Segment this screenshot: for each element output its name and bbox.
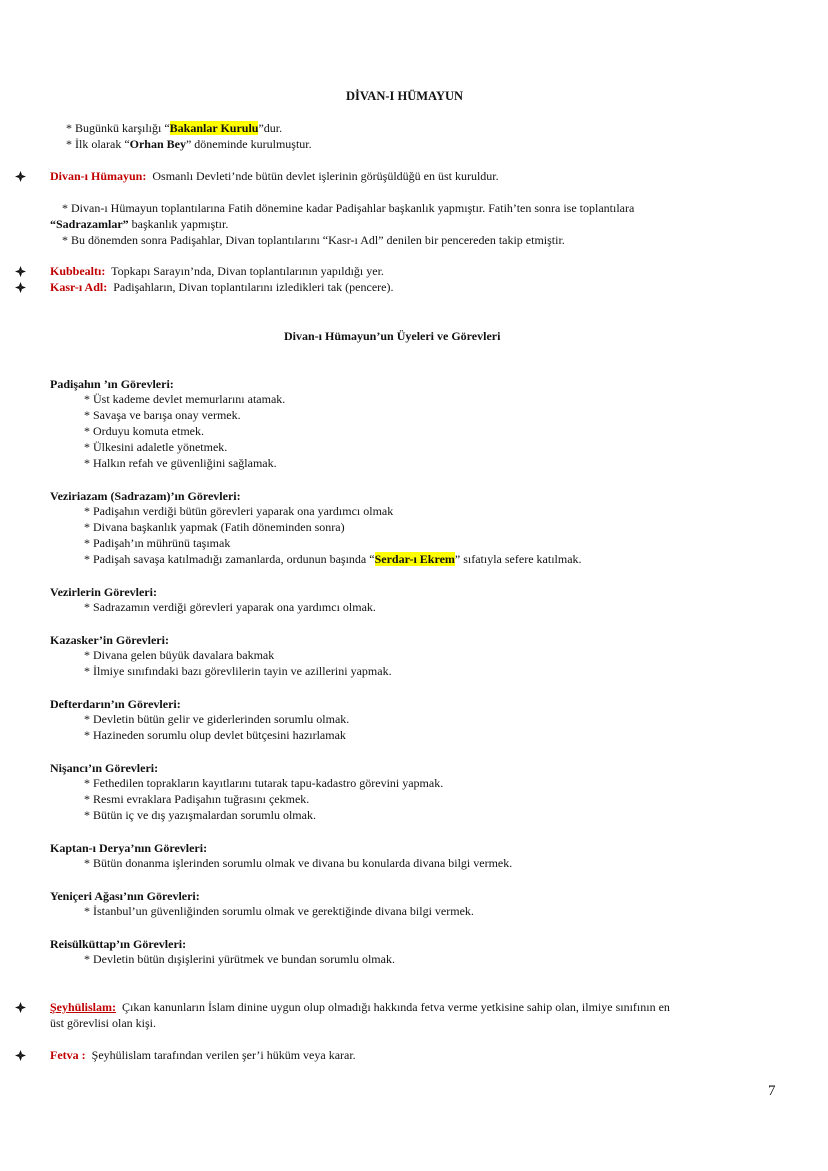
bullet-diamond-icon [15,1002,26,1013]
list-item: * Divana gelen büyük davalara bakmak [84,648,275,662]
definition-kasr-i-adl-text: Padişahların, Divan toplantılarını izledikleri tak (pencere). [113,280,394,294]
paragraph-line-2-post: başkanlık yapmıştır. [128,217,229,231]
definition-kasr-i-adl [50,280,393,295]
definition-kasr-i-adl-term: Kasr-ı Adl: [50,280,108,294]
definition-kubbealti-term: Kubbealtı: [50,264,106,278]
definition-divan-term: Divan-ı Hümayun: [50,169,147,183]
group-heading-kazasker: Kazasker’in Görevleri: [50,633,169,647]
bullet-diamond-icon [15,266,26,277]
page-number: 7 [768,1083,776,1099]
definition-fetva [50,1048,356,1063]
definition-kubbealti [50,264,384,279]
intro-line-1 [66,121,282,136]
list-item: * Bütün iç ve dış yazışmalardan sorumlu olmak. [84,808,316,822]
group-heading-veziriazam: Veziriazam (Sadrazam)’ın Görevleri: [50,489,241,503]
bullet-diamond-icon [15,171,26,182]
section-title: Divan-ı Hümayun’un Üyeleri ve Görevleri [284,329,501,343]
group-heading-yeniceri: Yeniçeri Ağası’nın Görevleri: [50,889,200,903]
intro-line-1-pre: * Bugünkü karşılığı “ [66,121,170,135]
serdar-line-pre: * Padişah savaşa katılmadığı zamanlarda, ordunun başında “ [84,552,375,566]
definition-seyhulislam-text-1: Çıkan kanunların İslam dinine uygun olup olmadığı hakkında fetva verme yetkisine sahip olan, ilmiye sınıfının en [122,1000,670,1014]
bakanlar-kurulu-highlight: Bakanlar Kurulu [169,121,259,135]
definition-seyhulislam [50,1000,670,1015]
list-item: * Resmi evraklara Padişahın tuğrasını çekmek. [84,792,310,806]
definition-divan-text: Osmanlı Devleti’nde bütün devlet işlerinin görüşüldüğü en üst kuruldur. [152,169,499,183]
list-item: * Orduyu komuta etmek. [84,424,204,438]
bullet-diamond-icon [15,1050,26,1061]
bullet-diamond-icon [15,282,26,293]
list-item: * Hazineden sorumlu olup devlet bütçesini hazırlamak [84,728,346,742]
list-item: * Padişahın verdiği bütün görevleri yaparak ona yardımcı olmak [84,504,394,518]
intro-line-2-post: ” döneminde kurulmuştur. [185,137,312,151]
group-heading-reisul: Reisülküttap’ın Görevleri: [50,937,187,951]
group-heading-nisanci: Nişancı’ın Görevleri: [50,761,159,775]
definition-fetva-term: Fetva : [50,1048,86,1062]
list-item: * Savaşa ve barışa onay vermek. [84,408,241,422]
orhan-bey: Orhan Bey [129,137,186,151]
list-item [84,552,582,567]
list-item: * İlmiye sınıfındaki bazı görevlilerin tayin ve azillerini yapmak. [84,664,392,678]
definition-seyhulislam-line-2: üst görevlisi olan kişi. [50,1016,156,1030]
serdar-i-ekrem-highlight: Serdar-ı Ekrem [374,552,455,566]
definition-kubbealti-text: Topkapı Sarayın’nda, Divan toplantılarının yapıldığı yer. [111,264,384,278]
list-item: * Ülkesini adaletle yönetmek. [84,440,228,454]
group-heading-kaptan: Kaptan-ı Derya’nın Görevleri: [50,841,208,855]
intro-line-1-post: ”dur. [258,121,283,135]
intro-line-2 [66,137,312,152]
intro-line-2-pre: * İlk olarak “ [66,137,130,151]
paragraph-line-2 [50,217,228,232]
list-item: * Devletin bütün gelir ve giderlerinden sorumlu olmak. [84,712,350,726]
group-heading-defterdar: Defterdarın’ın Görevleri: [50,697,181,711]
list-item: * Üst kademe devlet memurlarını atamak. [84,392,286,406]
list-item: * Divana başkanlık yapmak (Fatih döneminden sonra) [84,520,345,534]
definition-divan [50,169,499,184]
paragraph-line-3: * Bu dönemden sonra Padişahlar, Divan toplantılarını “Kasr-ı Adl” denilen bir pencereden takip etmiştir. [62,233,565,247]
list-item: * İstanbul’un güvenliğinden sorumlu olmak ve gerektiğinde divana bilgi vermek. [84,904,474,918]
definition-seyhulislam-term: Şeyhülislam: [50,1000,117,1014]
list-item: * Halkın refah ve güvenliğini sağlamak. [84,456,277,470]
list-item: * Devletin bütün dışişlerini yürütmek ve bundan sorumlu olmak. [84,952,395,966]
group-heading-vezir: Vezirlerin Görevleri: [50,585,157,599]
definition-fetva-text: Şeyhülislam tarafından verilen şer’i hüküm veya karar. [91,1048,356,1062]
serdar-line-post: ” sıfatıyla sefere katılmak. [454,552,582,566]
list-item: * Bütün donanma işlerinden sorumlu olmak ve divana bu konularda divana bilgi vermek. [84,856,513,870]
sadrazamlar: “Sadrazamlar” [50,217,129,231]
page-title: DİVAN-I HÜMAYUN [346,89,464,103]
paragraph-line-1: * Divan-ı Hümayun toplantılarına Fatih dönemine kadar Padişahlar başkanlık yapmıştır. Fatih’ten sonra ise toplantılara [62,201,635,215]
group-heading-padisah: Padişahın ’ın Görevleri: [50,377,174,391]
list-item: * Padişah’ın mührünü taşımak [84,536,231,550]
list-item: * Fethedilen toprakların kayıtlarını tutarak tapu-kadastro görevini yapmak. [84,776,444,790]
list-item: * Sadrazamın verdiği görevleri yaparak ona yardımcı olmak. [84,600,376,614]
